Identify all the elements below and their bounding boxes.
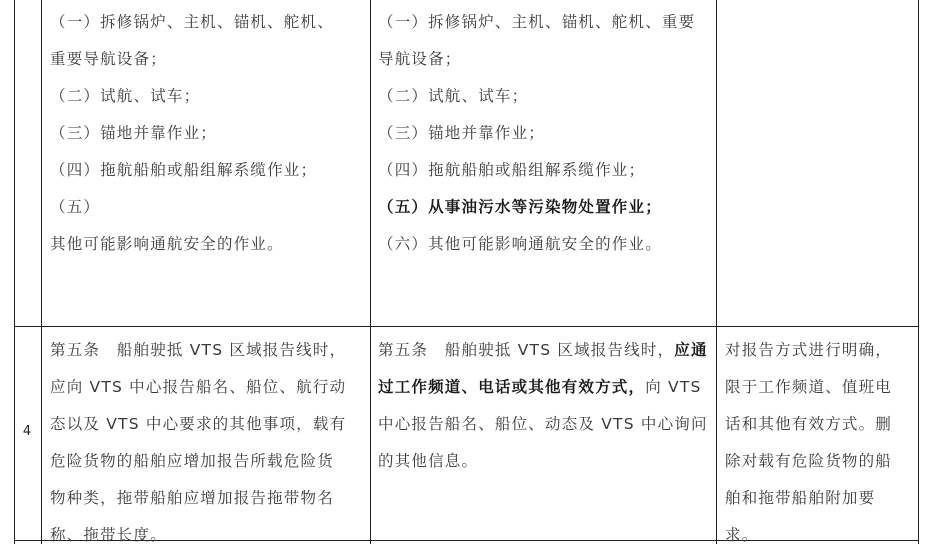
row-4-note-text [725, 332, 892, 554]
row-4-new-text [378, 332, 708, 480]
text-line: 应向 VTS 中心报告船名、船位、航行动 [50, 378, 347, 396]
text-line: 危险货物的船舶应增加报告所载危险货 [50, 452, 334, 470]
text-line: （六）其他可能影响通航安全的作业。 [378, 235, 662, 253]
row-top-old-text [50, 4, 334, 263]
text-line: 舶和拖带船舶附加要 [725, 489, 876, 507]
row-4-old-text [50, 332, 346, 554]
text-line: （五） [50, 198, 101, 216]
text-line: 对报告方式进行明确， [725, 341, 893, 359]
text-line: 第五条 船舶驶抵 VTS 区域报告线时， [50, 341, 347, 359]
text-line: （二）试航、试车； [378, 87, 529, 105]
text-run: 第五条 船舶驶抵 VTS 区域报告线时， [378, 341, 675, 359]
text-run: 中心报告船名、船位、动态及 VTS 中心询问 [378, 415, 708, 433]
text-run-bold: 过工作频道、电话或其他有效方式， [378, 378, 646, 396]
text-run-bold: 应通 [674, 341, 708, 359]
text-line: 重要导航设备； [50, 50, 167, 68]
text-line: （一）拆修锅炉、主机、锚机、舵机、 [50, 13, 334, 31]
row-divider [14, 326, 919, 327]
table-border-col3 [716, 0, 717, 544]
row-top-new-text [378, 4, 695, 263]
text-line: （一）拆修锅炉、主机、锚机、舵机、重要 [378, 13, 696, 31]
table-border-col2 [370, 0, 371, 544]
text-line [378, 369, 708, 406]
table-border-left [14, 0, 15, 544]
text-line [378, 443, 708, 480]
text-line: 限于工作频道、值班电 [725, 378, 893, 396]
table-border-col1 [41, 0, 42, 544]
text-line: （二）试航、试车； [50, 87, 201, 105]
text-line: 导航设备； [378, 50, 462, 68]
text-line: 其他可能影响通航安全的作业。 [50, 235, 284, 253]
text-line-bold: （五）从事油污水等污染物处置作业； [378, 198, 662, 216]
text-run: 的其他信息。 [378, 452, 479, 470]
text-line: 话和其他有效方式。删 [725, 415, 893, 433]
text-line: （四）拖航船舶或船组解系缆作业； [50, 161, 318, 179]
text-line [378, 332, 708, 369]
text-line: （四）拖航船舶或船组解系缆作业； [378, 161, 646, 179]
text-line: 态以及 VTS 中心要求的其他事项，载有 [50, 415, 347, 433]
text-line: 求。 [725, 526, 759, 544]
text-run: 向 VTS [645, 378, 702, 396]
row-number: 4 [22, 424, 32, 439]
text-line: 除对载有危险货物的船 [725, 452, 893, 470]
table-border-right [918, 0, 919, 544]
text-line [378, 406, 708, 443]
text-line: （三）锚地并靠作业； [50, 124, 218, 142]
text-line: 称、拖带长度。 [50, 526, 167, 544]
text-line: （三）锚地并靠作业； [378, 124, 546, 142]
text-line: 物种类，拖带船舶应增加报告拖带物名 [50, 489, 334, 507]
